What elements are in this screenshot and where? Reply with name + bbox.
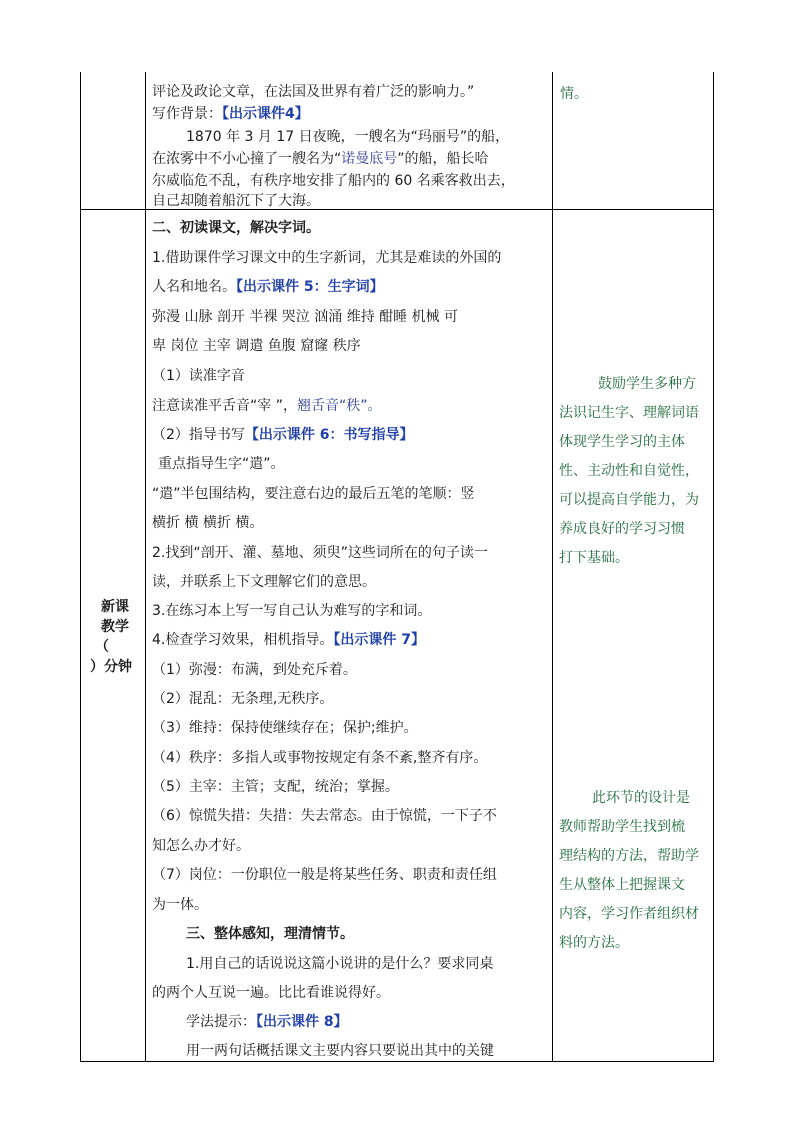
para-3: 3.在练习本上写一写自己认为难写的字和词。 [152,603,432,619]
definition-3: （3）维持：保持使继续存在；保护;维护。 [152,720,418,736]
vocab-line-2: 卑 岗位 主宰 调遣 鱼腹 窟窿 秩序 [152,338,361,354]
definition-6-line-2: 知怎么办才好。 [152,838,250,854]
definition-4: （4）秩序：多指人或事物按规定有条不紊,整齐有序。 [152,750,488,766]
heading-section-3: 三、整体感知，理清情节。 [186,926,354,942]
note-2-line-2: 教师帮助学生找到梳 [559,819,685,835]
vocab-line-1: 弥漫 山脉 剖开 半裸 哭泣 汹涌 维持 酣睡 机械 可 [152,309,459,325]
story-line-1: 1870 年 3 月 17 日夜晚，一艘名为“玛丽号”的船， [186,129,510,145]
definition-7-line-2: 为一体。 [152,897,208,913]
note-2-line-6: 料的方法。 [559,935,629,951]
note-2-line-1: 此环节的设计是 [592,790,690,806]
section-label-line-3: （ [95,639,109,655]
courseware-6-tag: 【出示课件 6：书写指导】 [244,427,414,443]
courseware-8-tag: 【出示课件 8】 [256,1014,348,1030]
writing-guide-line: （2）指导书写【出示课件 6：书写指导】 [152,427,414,443]
note-1-line-4: 性、主动性和自觉性， [559,463,699,479]
heading-section-2: 二、初读课文，解决字词。 [152,220,320,236]
story-line-4: 自己却随着船沉下了大海。 [152,193,320,209]
definition-6-line-1: （6）惊慌失措：失措：失去常态。由于惊慌，一下子不 [152,808,497,824]
para-1-line-2: 人名和地名。【出示课件 5：生字词】 [152,279,384,295]
table-border-bottom [80,1061,714,1062]
note-1-line-2: 法识记生字、理解词语 [559,405,699,421]
table-border-right [713,72,714,1061]
retroflex-note: 翘舌音“秩”。 [296,398,382,414]
question-1-line-2: 的两个人互说一遍。比比看谁说得好。 [152,985,390,1001]
background-label: 写作背景： [152,106,222,122]
definition-1: （1）弥漫：布满，到处充斥着。 [152,662,357,678]
note-1-line-6: 养成良好的学习习惯 [559,521,685,537]
top-right-note: 情。 [560,86,588,102]
courseware-7-tag: 【出示课件 7】 [333,632,425,648]
intro-tail-text: 评论及政论文章，在法国及世界有着广泛的影响力。” [152,84,475,100]
story-line-2: 在浓雾中不小心撞了一艘名为“诺曼底号”的船，船长哈 [152,151,489,167]
note-1-line-3: 体现学生学习的主体 [559,434,685,450]
para-4: 4.检查学习效果，相机指导。【出示课件 7】 [152,632,425,648]
note-2-line-5: 内容，学习作者组织材 [559,906,699,922]
ship-name: 诺曼底号 [341,151,398,167]
study-tip-line: 学法提示：【出示课件 8】 [186,1014,348,1030]
stroke-order-line-2: 横折 横 横折 横。 [152,515,264,531]
story-line-3: 尔威临危不乱，有秩序地安排了船内的 60 名乘客救出去， [152,173,515,189]
question-1-line-1: 1.用自己的话说说这篇小说讲的是什么？要求同桌 [186,956,494,972]
para-2-line-1: 2.找到“剖开、灌、墓地、须臾”这些词所在的句子读一 [152,545,488,561]
note-1-line-1: 鼓励学生多种方 [598,376,696,392]
focus-char-line: 重点指导生字“遣”。 [158,456,285,472]
last-line: 用一两句话概括课文主要内容只要说出其中的关键 [186,1043,494,1059]
section-label-line-4: ）分钟 [90,659,132,675]
courseware-4-tag: 【出示课件4】 [222,106,309,122]
para-1-line-1: 1.借助课件学习课文中的生字新词，尤其是难读的外国的 [152,250,502,266]
note-1-line-5: 可以提高自学能力，为 [559,492,699,508]
stroke-order-line-1: “遣”半包围结构，要注意右边的最后五笔的笔顺：竖 [152,486,475,502]
definition-2: （2）混乱：无条理,无秩序。 [152,691,334,707]
pronunciation-note: 注意读准平舌音“宰 ”，翘舌音“秩”。 [152,398,382,414]
table-border-left [80,72,81,1061]
para-2-line-2: 读，并联系上下文理解它们的意思。 [152,574,376,590]
read-label: （1）读准字音 [152,368,245,384]
section-label-line-2: 教学 [101,619,129,635]
definition-5: （5）主宰：主管；支配，统治；掌握。 [152,779,399,795]
section-label-line-1: 新课 [101,599,129,615]
table-divider-1 [145,72,146,1061]
background-line [152,104,309,124]
courseware-5-tag: 【出示课件 5：生字词】 [236,279,384,295]
definition-7-line-1: （7）岗位：一份职位一般是将某些任务、职责和责任组 [152,867,497,883]
note-2-line-3: 理结构的方法，帮助学 [559,848,699,864]
table-divider-2 [552,72,553,1061]
note-1-line-7: 打下基础。 [559,550,629,566]
note-2-line-4: 生从整体上把握课文 [559,877,685,893]
